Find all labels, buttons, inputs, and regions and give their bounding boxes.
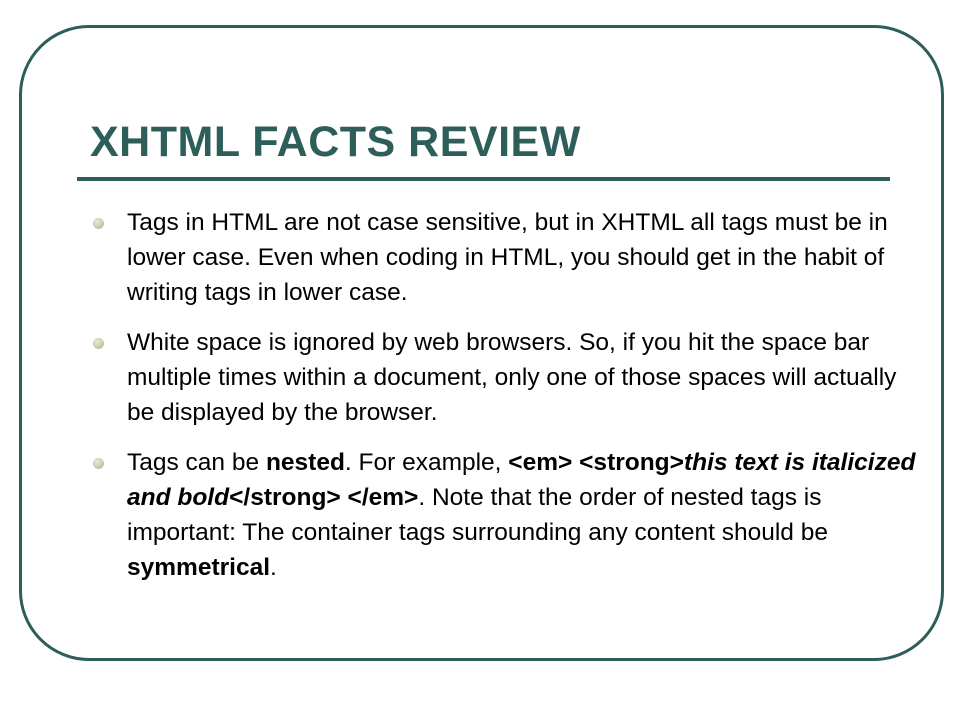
bullet-text-part: Tags can be [127, 449, 266, 476]
title-underline [77, 177, 890, 181]
bullet-text-part: . Note that the order of nested tags is important: The container tags surrounding any content should be [127, 484, 828, 546]
bullet-list [90, 205, 925, 600]
bullet-text-part: . For example, [344, 449, 509, 476]
code-close-tags: </strong> </em> [229, 484, 419, 511]
example-text: this text is italicized and bold [127, 449, 916, 511]
bullet-dot-icon [93, 338, 104, 349]
bullet-dot-icon [93, 218, 104, 229]
bullet-item-nesting [90, 445, 925, 585]
slide-title: XHTML FACTS REVIEW [90, 118, 581, 166]
bullet-text-part: . [270, 554, 277, 581]
code-open-tags: <em> <strong> [508, 449, 684, 476]
keyword-symmetrical: symmetrical [127, 554, 271, 581]
bullet-text: Tags in HTML are not case sensitive, but in XHTML all tags must be in lower case. Even when coding in HTML, you should get in the habit of writing tags in lower case. [127, 209, 888, 306]
bullet-dot-icon [93, 458, 104, 469]
bullet-item-white-space [90, 325, 925, 430]
bullet-text: White space is ignored by web browsers. So, if you hit the space bar multiple times within a document, only one of those spaces will actually be displayed by the browser. [127, 329, 897, 426]
bullet-item-case-sensitivity [90, 205, 925, 310]
keyword-nested: nested [265, 449, 345, 476]
